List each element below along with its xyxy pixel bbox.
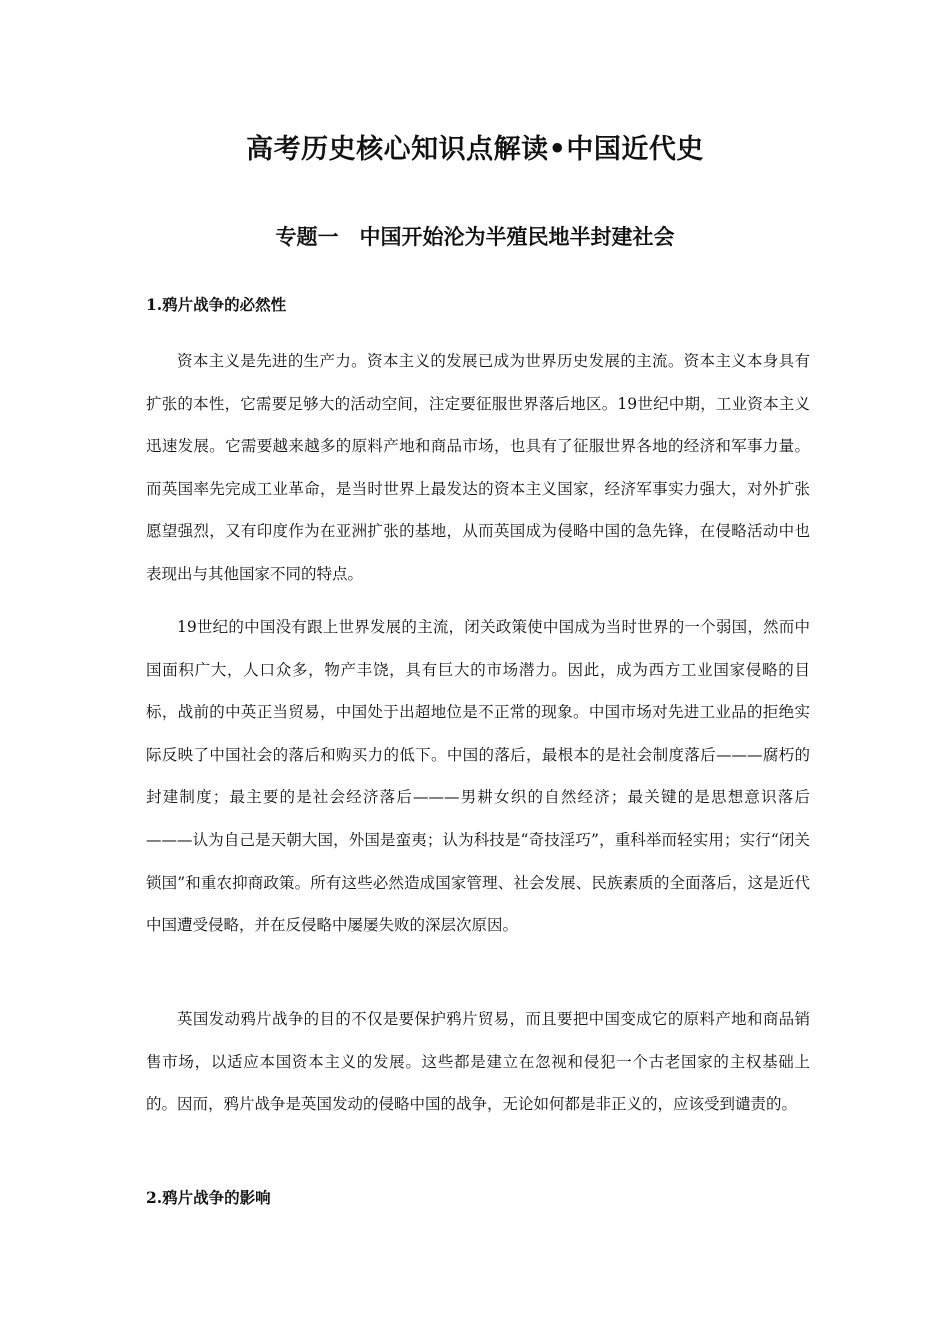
section-heading-2: 2.鸦片战争的影响 [146,1188,271,1207]
paragraph-1-2: 19世纪的中国没有跟上世界发展的主流，闭关政策使中国成为当时世界的一个弱国，然而中国面积广大，人口众多，物产丰饶，具有巨大的市场潜力。因此，成为西方工业国家侵略的目标，战前的中英正当贸易，中国处于出超地位是不正常的现象。中国市场对先进工业品的拒绝实际反映了中国社会的落后和购买力的低下。中国的落后，最根本的是社会制度落后———腐朽的封建制度；最主要的是社会经济落后———男耕女织的自然经济；最关键的是思想意识落后———认为自己是天朝大国，外国是蛮夷；认为科技是“奇技淫巧”，重科举而轻实用；实行“闭关锁国”和重农抑商政策。所有这些必然造成国家管理、社会发展、民族素质的全面落后，这是近代中国遭受侵略，并在反侵略中屡屡失败的深层次原因。 [146,618,810,935]
section-heading-1: 1.鸦片战争的必然性 [146,295,287,314]
paragraph-1-3: 英国发动鸦片战争的目的不仅是要保护鸦片贸易，而且要把中国变成它的原料产地和商品销售市场，以适应本国资本主义的发展。这些都是建立在忽视和侵犯一个古老国家的主权基础上的。因而，鸦片战争是英国发动的侵略中国的战争，无论如何都是非正义的，应该受到谴责的。 [146,1010,810,1114]
topic-title: 专题一 中国开始沦为半殖民地半封建社会 [275,224,675,249]
page-title: 高考历史核心知识点解读•中国近代史 [246,134,704,165]
paragraph-1-1: 资本主义是先进的生产力。资本主义的发展已成为世界历史发展的主流。资本主义本身具有扩张的本性，它需要足够大的活动空间，注定要征服世界落后地区。19世纪中期，工业资本主义迅速发展。它需要越来越多的原料产地和商品市场，也具有了征服世界各地的经济和军事力量。而英国率先完成工业革命，是当时世界上最发达的资本主义国家，经济军事实力强大，对外扩张愿望强烈，又有印度作为在亚洲扩张的基地，从而英国成为侵略中国的急先锋，在侵略活动中也表现出与其他国家不同的特点。 [146,352,810,583]
